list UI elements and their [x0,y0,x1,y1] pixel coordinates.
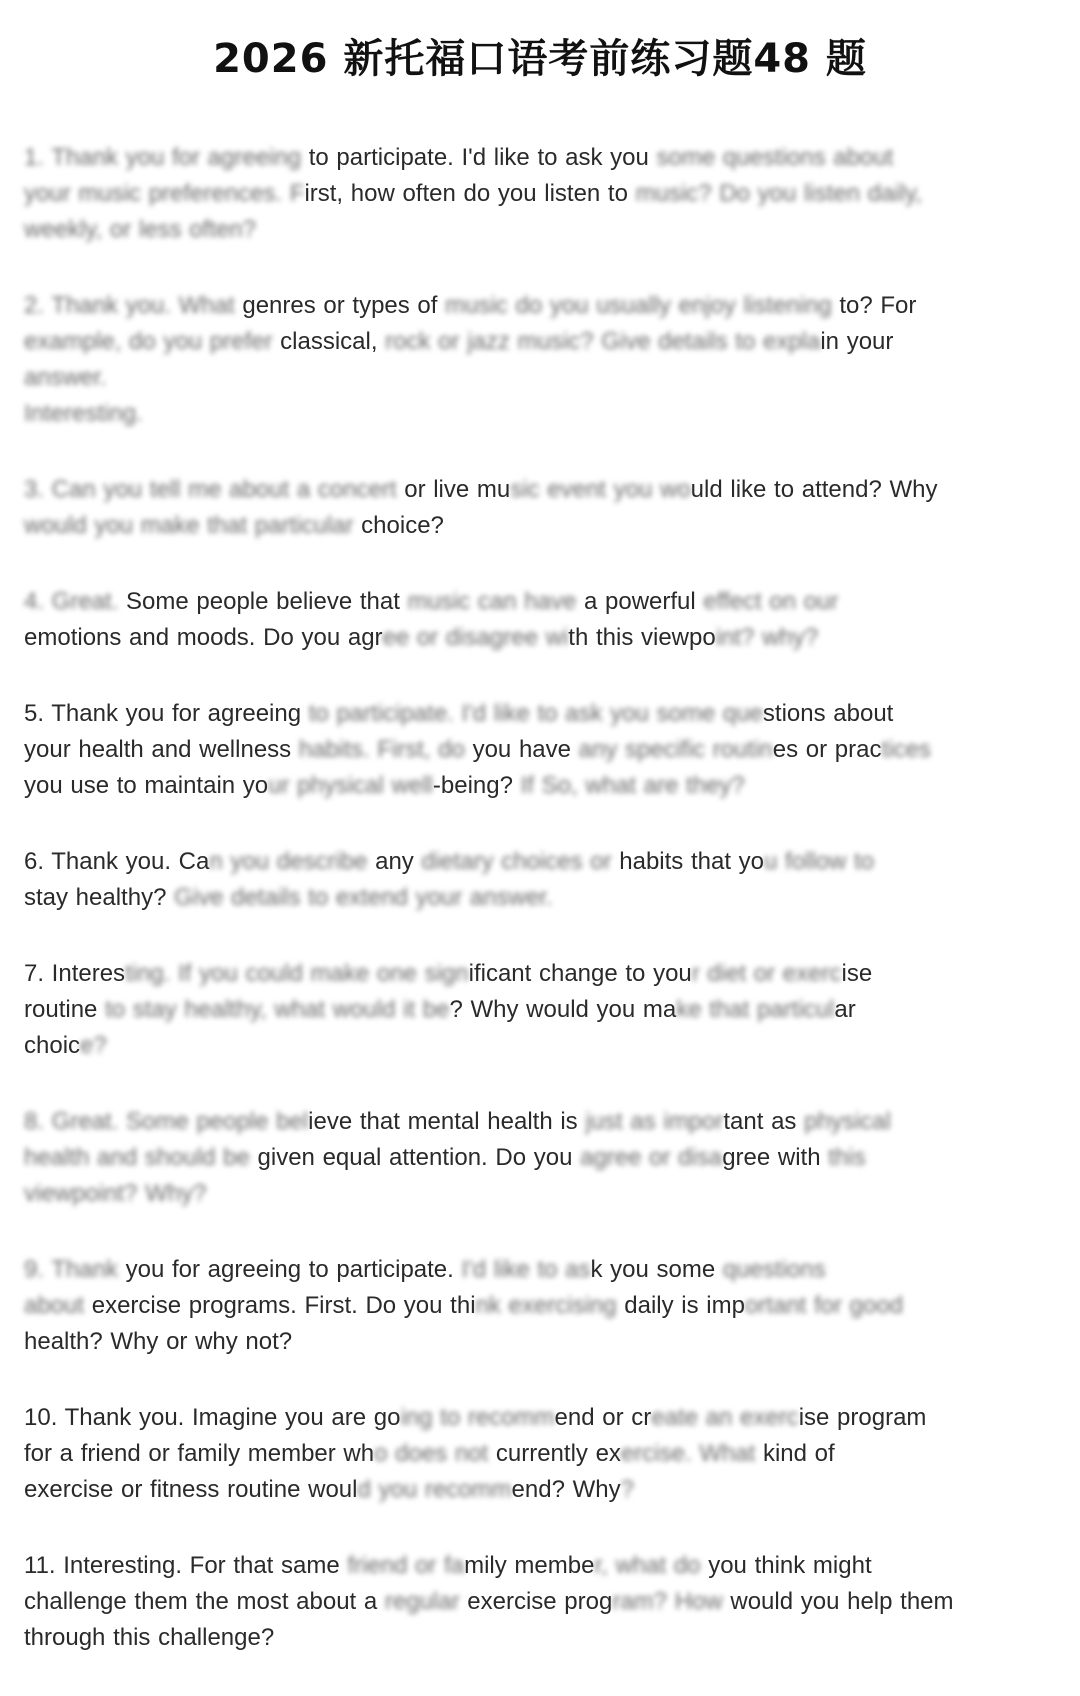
question-item [24,1252,1024,1360]
question-text: challenge them the most about a [24,1588,385,1615]
question-item [24,1400,1024,1508]
question-line [24,508,1024,544]
question-text: ise [841,960,873,987]
question-line [24,288,1024,324]
blurred-text: questions [722,1256,826,1283]
question-line [24,1324,1024,1360]
question-text: choic [24,1032,81,1059]
question-text: emotions and moods. Do you agr [24,624,383,651]
question-text: to? For [839,292,917,319]
blurred-text: your music preferences. F [24,180,305,207]
question-text: 6. Thank you. Ca [24,848,210,875]
blurred-text: n you describe [209,848,376,875]
blurred-text: I'd like to as [461,1256,591,1283]
question-text: a powerful [584,588,704,615]
question-text: in your [820,328,894,355]
blurred-text: int? why? [715,624,819,651]
question-text: your health and wellness [24,736,299,763]
question-line [24,1140,1024,1176]
blurred-text: 2. Thank you. What [24,292,243,319]
blurred-text: to stay healthy, what would it be [105,996,450,1023]
blurred-text: eate an exerc [651,1404,799,1431]
blurred-text: effect on our [703,588,839,615]
blurred-text: music can have [407,588,584,615]
question-line [24,1252,1024,1288]
question-text: ificant change to you [468,960,692,987]
blurred-text: friend or fa [347,1552,465,1579]
question-text: genres or types of [242,292,446,319]
question-line [24,992,1024,1028]
blurred-text: rock or jazz music? Give details to expla [385,328,821,355]
question-text: you use to maintain yo [24,772,269,799]
blurred-text: ask you some que [565,700,763,727]
question-text: you have [472,736,579,763]
question-line [24,176,1024,212]
question-line [24,324,1024,360]
question-text: ar [834,996,856,1023]
question-text: currently ex [495,1440,621,1467]
question-text: 7. Interes [24,960,126,987]
question-text: through this challenge? [24,1624,275,1651]
blurred-text: some questions about [656,144,894,171]
question-text: you think might [708,1552,872,1579]
question-text: would you help them [730,1588,954,1615]
blurred-text: any specific routin [578,736,773,763]
blurred-text: agree or disa [580,1144,723,1171]
question-line [24,1472,1024,1508]
question-text: habits that yo [619,848,765,875]
blurred-text: this [828,1144,866,1171]
blurred-text: If So, what are they? [520,772,745,799]
blurred-text: r, what do [594,1552,709,1579]
question-text: routine [24,996,106,1023]
blurred-text: d you recomm [357,1476,512,1503]
question-line [24,1288,1024,1324]
blurred-text: 8. Great. Some people bel [24,1108,309,1135]
blurred-text: 9. Thank [24,1256,126,1283]
question-item [24,140,1024,248]
blurred-text: dietary choices or [421,848,620,875]
question-text: k you some [590,1256,723,1283]
question-item [24,696,1024,804]
blurred-text: r diet or exerc [691,960,842,987]
question-text: Some people believe that [126,588,408,615]
question-text: for a friend or family member wh [24,1440,375,1467]
question-text: mily membe [464,1552,595,1579]
question-text: choice? [361,512,444,539]
question-text: any [375,848,422,875]
question-line [24,1400,1024,1436]
question-line [24,584,1024,620]
question-text: tant as [723,1108,805,1135]
question-line [24,1548,1024,1584]
blurred-text: 1. Thank you for agreeing [24,144,309,171]
page-title: 2026 新托福口语考前练习题48 题 [213,35,867,82]
blurred-text: ercise. What [620,1440,763,1467]
blurred-text: music? Do you listen daily, [635,180,922,207]
question-text: to participate. I'd like to ask you [308,144,657,171]
blurred-text: music do you usually enjoy listening [445,292,840,319]
question-text: ieve that mental health is [308,1108,586,1135]
question-line [24,1436,1024,1472]
question-line [24,844,1024,880]
question-line [24,732,1024,768]
blurred-text: ram? How [612,1588,731,1615]
question-text: 11. Interesting. For that same [24,1552,348,1579]
question-text: health? Why or why not? [24,1328,293,1355]
blurred-text: health and should be [24,1144,258,1171]
blurred-text: o does not [374,1440,496,1467]
blurred-text: would you make that particular [24,512,362,539]
question-text: ? Why would you ma [449,996,677,1023]
blurred-text: about [24,1292,92,1319]
question-item [24,584,1024,656]
question-text: end or cr [554,1404,652,1431]
question-text: es or prac [772,736,882,763]
blurred-text: physical [804,1108,891,1135]
blurred-text: ? [620,1476,634,1503]
blurred-text: u follow to [764,848,875,875]
question-line [24,360,1024,396]
blurred-text: ing to recomm [400,1404,555,1431]
question-line [24,212,1024,248]
question-text: given equal attention. Do you [257,1144,581,1171]
question-text: exercise or fitness routine woul [24,1476,358,1503]
question-list [24,140,1024,1696]
blurred-text: Give details to extend your answer. [174,884,553,911]
question-text: exercise prog [467,1588,613,1615]
blurred-text: habits. First, do [298,736,473,763]
question-text: 10. Thank you. Imagine you are go [24,1404,401,1431]
blurred-text: ee or disagree wi [382,624,569,651]
question-item [24,1104,1024,1212]
question-line [24,1620,1024,1656]
question-line [24,472,1024,508]
blurred-text: to participate. I'd like to [308,700,566,727]
question-text: ise program [798,1404,927,1431]
blurred-text: ortant for good [744,1292,904,1319]
blurred-text: e? [80,1032,107,1059]
blurred-text: viewpoint? Why? [24,1180,207,1207]
blurred-text: tices [881,736,931,763]
question-text: stions about [762,700,894,727]
question-text: daily is imp [624,1292,745,1319]
question-text: end? Why [511,1476,621,1503]
question-text: or live mu [404,476,511,503]
question-line [24,1176,1024,1212]
question-line [24,1028,1024,1064]
question-item [24,472,1024,544]
question-item [24,844,1024,916]
question-line [24,140,1024,176]
blurred-text: 4. Great. [24,588,127,615]
question-item [24,956,1024,1064]
question-line [24,396,1024,432]
blurred-text: sic event you wo [510,476,691,503]
question-text: classical, [280,328,386,355]
question-text: kind of [762,1440,835,1467]
question-item [24,1548,1024,1656]
question-line [24,768,1024,804]
question-text: 5. Thank you for agreeing [24,700,309,727]
question-text: irst, how often do you listen to [304,180,636,207]
question-line [24,620,1024,656]
question-text: -being? [432,772,521,799]
blurred-text: regular [384,1588,468,1615]
blurred-text: ke that particul [676,996,835,1023]
blurred-text: nk exercising [475,1292,625,1319]
question-text: th this viewpo [568,624,716,651]
question-text: stay healthy? [24,884,175,911]
question-text: uld like to attend? Why [690,476,938,503]
blurred-text: example, do you prefer [24,328,281,355]
blurred-text: Interesting. [24,400,143,427]
blurred-text: 3. Can you tell me about a concert [24,476,405,503]
question-text: gree with [722,1144,829,1171]
question-line [24,1584,1024,1620]
question-line [24,880,1024,916]
blurred-text: weekly, or less often? [24,216,256,243]
question-text: exercise programs. First. Do you thi [91,1292,476,1319]
blurred-text: ur physical well [268,772,433,799]
blurred-text: ting. If you could make one sign [125,960,469,987]
question-text: you for agreeing to participate. [125,1256,462,1283]
question-line [24,696,1024,732]
blurred-text: answer. [24,364,107,391]
question-line [24,1104,1024,1140]
question-item [24,288,1024,432]
question-line [24,956,1024,992]
blurred-text: just as impor [585,1108,724,1135]
